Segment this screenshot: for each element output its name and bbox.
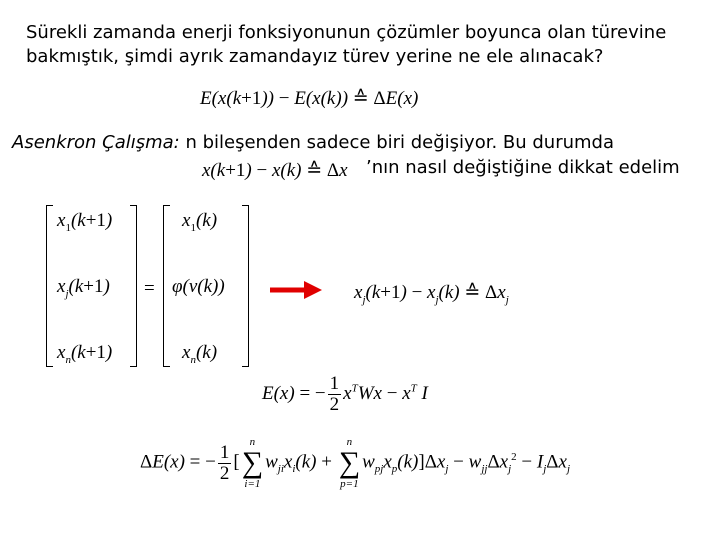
right-vector-bracket-close — [242, 205, 249, 367]
async-text: n bileşenden sadece biri değişiyor. Bu durumda — [179, 132, 615, 153]
left-vector-xn: $x_n(k+1)$ — [57, 342, 113, 366]
delta-xj-equation: $x_j(k+1) - x_j(k)$ ≙ $\Delta x_j$ — [354, 282, 509, 306]
async-line — [12, 132, 614, 154]
left-vector-bracket-close — [130, 205, 137, 367]
left-vector-x1: $x_1(k+1)$ — [57, 210, 113, 234]
left-vector-xj: $x_j(k+1)$ — [57, 276, 110, 300]
intro-line-2: bakmıştık, şimdi ayrık zamandayız türev yerine ne ele alınacak? — [26, 46, 604, 67]
right-vector-x1: $x_1(k)$ — [182, 210, 218, 234]
async-label: Asenkron Çalışma: — [12, 132, 180, 153]
intro-line-1: Sürekli zamanda enerji fonksiyonunun çözümler boyunca olan türevine — [26, 22, 667, 43]
energy-function-equation: E(x) = − $\frac{1}{2}$ $x^TWx - x^T$ I — [262, 373, 428, 415]
right-vector-xn: $x_n(k)$ — [182, 342, 218, 366]
left-vector-bracket-open — [46, 205, 53, 367]
right-vector-phi: φ(v(k)) — [172, 276, 225, 297]
implies-arrow-icon — [268, 278, 324, 302]
matrix-equals: = — [144, 278, 155, 299]
delta-x-equation: x(k+1) − x(k) ≙ Δx — [202, 160, 348, 181]
delta-energy-equation: ΔE(x) = − $\frac{1}{2}$ [ n ∑ i=1 $w_{ji}x_i(k)$ + n ∑ p=1 $w_{pj}x_p(k)]\Delta x_j - w_{jj}\Delta x_j^2 - I_j\Delta x_j$ — [140, 436, 570, 490]
right-vector-bracket-open — [163, 205, 170, 367]
energy-difference-equation: E(x(k+1)) − E(x(k)) ≙ ΔE(x) — [200, 88, 419, 109]
async-text-2: ’nın nasıl değiştiğine dikkat edelim — [366, 157, 680, 178]
